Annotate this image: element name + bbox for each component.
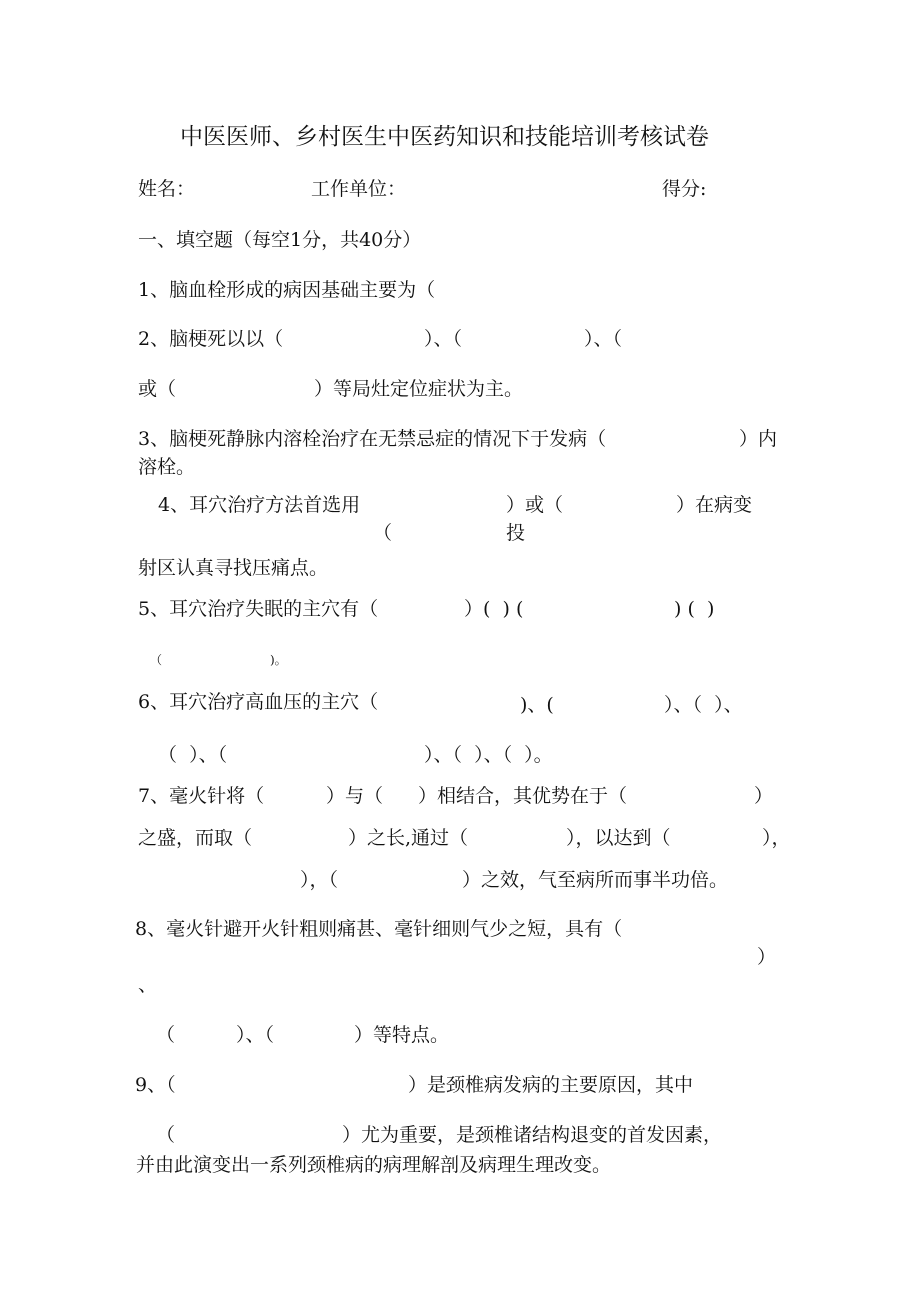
q7-line2-d: ）， bbox=[762, 827, 791, 849]
q8-line4-c: ）等特点。 bbox=[354, 1024, 450, 1046]
q7-line1-d: ） bbox=[754, 785, 774, 807]
unit-label: 工作单位： bbox=[311, 178, 407, 200]
q9-line3: 并由此演变出一系列颈椎病的病理解剖及病理生理改变。 bbox=[136, 1154, 612, 1176]
q3-line2: 溶栓。 bbox=[138, 456, 196, 478]
q2-line1-c: ）、（ bbox=[584, 328, 623, 350]
q5-line1-b: ）( ) ( bbox=[464, 598, 524, 620]
q8-line2: ） bbox=[757, 946, 777, 968]
q3-line1-b: ）内 bbox=[739, 428, 778, 450]
q2-line2-b: ）等局灶定位症状为主。 bbox=[314, 378, 524, 400]
q7-line2-c: ），以达到（ bbox=[566, 827, 671, 849]
q5-line2-b: )。 bbox=[270, 653, 287, 667]
q2-line2-a: 或（ bbox=[138, 378, 177, 400]
q8-line1: 8、毫火针避开火针粗则痛甚、毫针细则气少之短，具有（ bbox=[135, 918, 623, 940]
q5-line1-a: 5、耳穴治疗失眠的主穴有（ bbox=[138, 598, 379, 620]
q7-line1-c: ）相结合，其优势在于（ bbox=[418, 785, 628, 807]
q4-line2-b: 投 bbox=[506, 522, 526, 544]
q8-line3: 、 bbox=[138, 974, 158, 996]
q7-line2-b: ）之长,通过（ bbox=[348, 827, 469, 849]
q6-line2-b: ）、（ ）、（ ）。 bbox=[424, 744, 553, 766]
q9-line1-a: 9、（ bbox=[135, 1074, 176, 1096]
q2-line1-a: 2、脑梗死以以（ bbox=[138, 328, 284, 350]
q6-line1-c: ）、（ ）、 bbox=[664, 694, 743, 716]
q2-line1-b: ）、（ bbox=[424, 328, 463, 350]
q9-line2-a: （ bbox=[156, 1124, 176, 1146]
q9-line1-b: ）是颈椎病发病的主要原因，其中 bbox=[408, 1074, 694, 1096]
q1-line: 1、脑血栓形成的病因基础主要为（ bbox=[138, 279, 436, 301]
q3-line1-a: 3、脑梗死静脉内溶栓治疗在无禁忌症的情况下于发病（ bbox=[138, 428, 607, 450]
q4-line1-c: ）在病变 bbox=[676, 494, 753, 516]
q4-line2-a: （ bbox=[373, 522, 393, 544]
name-label: 姓名： bbox=[138, 178, 196, 200]
q4-line3: 射区认真寻找压痛点。 bbox=[138, 557, 329, 579]
q8-line4-b: ）、（ bbox=[236, 1024, 275, 1046]
q6-line1-a: 6、耳穴治疗高血压的主穴（ bbox=[138, 691, 379, 713]
section-heading: 一、填空题（每空1分，共40分） bbox=[138, 229, 422, 251]
q5-line2-a: （ bbox=[150, 653, 163, 667]
q6-line1-b: )、( bbox=[520, 694, 554, 716]
q9-line2-b: ）尤为重要，是颈椎诸结构退变的首发因素， bbox=[342, 1124, 723, 1146]
q4-line1-b: ）或（ bbox=[506, 494, 564, 516]
q5-line1-c: ) ( ) bbox=[674, 598, 715, 620]
score-label: 得分: bbox=[662, 178, 707, 200]
q4-line1-a: 4、耳穴治疗方法首选用 bbox=[158, 494, 361, 516]
q7-line1-a: 7、毫火针将（ bbox=[138, 785, 265, 807]
q7-line3-a: ），（ bbox=[300, 869, 339, 891]
exam-title: 中医医师、乡村医生中医药知识和技能培训考核试卷 bbox=[180, 124, 709, 150]
q8-line4-a: （ bbox=[156, 1024, 176, 1046]
q6-line2-a: （ ）、（ bbox=[158, 744, 228, 766]
q7-line1-b: ）与（ bbox=[326, 785, 384, 807]
q7-line3-b: ）之效，气至病所而事半功倍。 bbox=[462, 869, 729, 891]
q7-line2-a: 之盛，而取（ bbox=[138, 827, 253, 849]
